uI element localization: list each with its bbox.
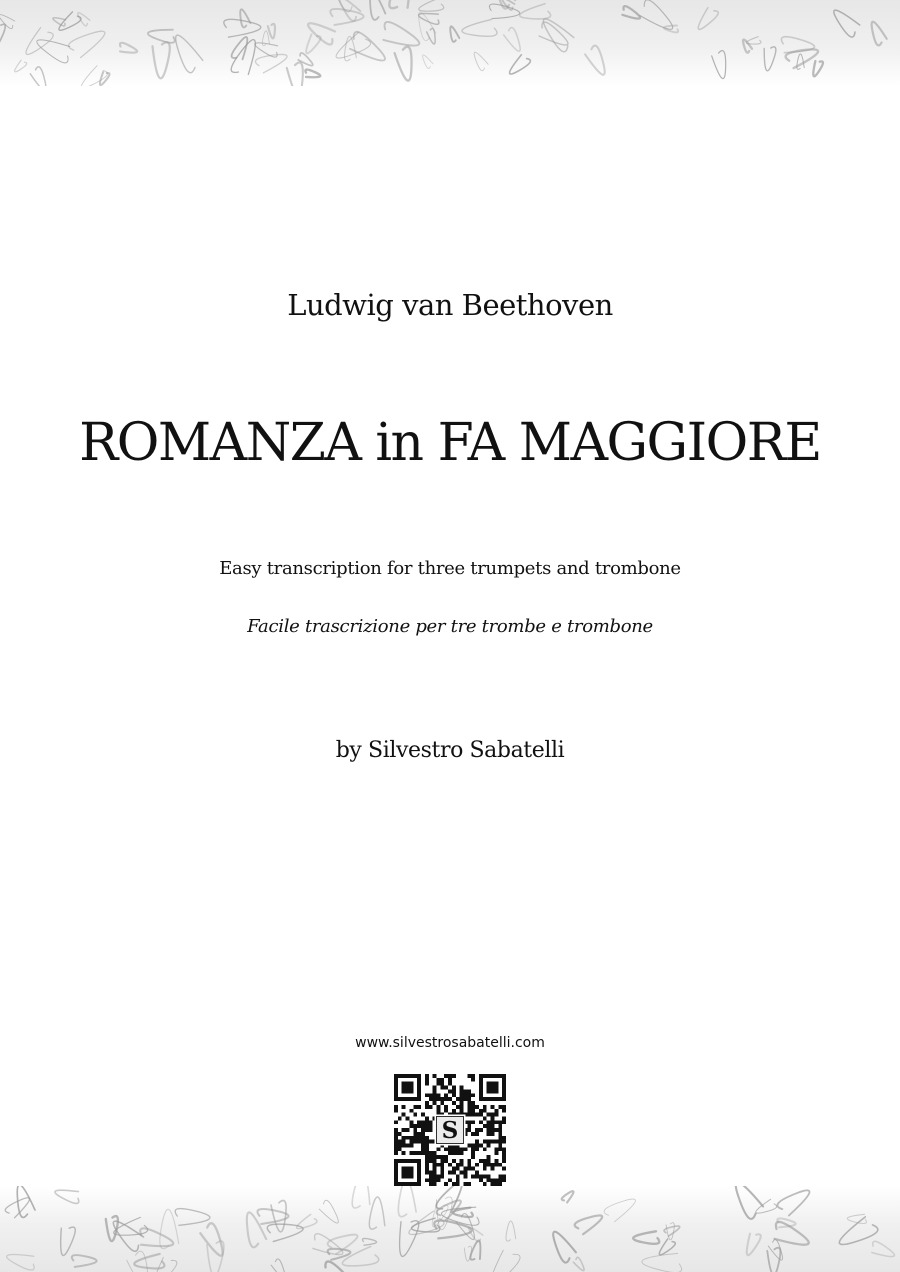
- ornament-swirl: [553, 1232, 576, 1263]
- ornament-swirl: [176, 35, 203, 73]
- ornament-swirl: [562, 1191, 574, 1202]
- ornament-swirl: [148, 30, 175, 43]
- ornament-swirl: [140, 1228, 173, 1246]
- ornament-swirl: [247, 1212, 266, 1247]
- ornament-swirl: [450, 26, 459, 42]
- top-ornament-pattern: [0, 0, 900, 86]
- ornament-swirl: [747, 1234, 761, 1256]
- ornament-swirl: [395, 47, 412, 81]
- ornament-swirl: [474, 52, 488, 70]
- ornament-swirl: [0, 24, 5, 45]
- ornament-swirl: [369, 1197, 384, 1229]
- ornament-swirl: [398, 1186, 416, 1217]
- ornament-swirl: [363, 1238, 377, 1245]
- ornament-swirl: [106, 1216, 118, 1241]
- ornament-swirl: [383, 22, 419, 46]
- ornament-swirl: [240, 9, 250, 27]
- ornament-swirl: [352, 1186, 370, 1208]
- subtitle-italian: Facile trascrizione per tre trombe e trombone: [247, 616, 653, 637]
- ornament-swirl: [767, 1248, 780, 1272]
- ornament-swirl: [489, 4, 519, 19]
- ornament-swirl: [287, 62, 303, 86]
- ornament-swirl: [255, 54, 287, 72]
- ornament-swirl: [419, 0, 444, 11]
- ornament-swirl: [271, 1201, 286, 1232]
- ornament-swirl: [640, 0, 673, 29]
- ornament-swirl: [585, 46, 605, 75]
- qr-code-icon: [394, 1074, 506, 1186]
- ornament-swirl: [305, 70, 320, 78]
- ornament-swirl: [510, 55, 531, 74]
- ornament-swirl: [72, 1255, 97, 1267]
- ornament-swirl: [15, 60, 27, 72]
- ornament-swirl: [462, 19, 497, 36]
- ornament-swirl: [61, 1227, 76, 1255]
- ornament-swirl: [491, 1250, 520, 1272]
- ornament-swirl: [872, 22, 887, 46]
- ornament-swirl: [506, 1221, 516, 1241]
- ornament-swirl: [764, 47, 776, 71]
- ornament-swirl: [342, 1247, 378, 1266]
- ornament-swirl: [389, 0, 409, 8]
- ornament-swirl: [427, 28, 435, 44]
- ornament-swirl: [267, 1224, 303, 1241]
- ornament-swirl: [350, 32, 385, 61]
- ornament-swirl: [437, 1197, 453, 1230]
- ornament-swirl: [834, 10, 860, 37]
- ornament-swirl: [17, 1186, 35, 1217]
- ornament-swirl: [872, 1241, 895, 1256]
- ornament-swirl: [55, 1190, 79, 1203]
- ornament-swirl: [268, 24, 275, 39]
- ornament-swirl: [7, 1255, 35, 1271]
- ornament-swirl: [470, 1240, 480, 1259]
- arranger-credit: by Silvestro Sabatelli: [335, 738, 565, 763]
- ornament-swirl: [642, 1253, 682, 1272]
- ornament-swirl: [153, 42, 170, 78]
- ornament-swirl: [271, 1259, 285, 1272]
- ornament-swirl: [423, 55, 433, 69]
- ornament-swirl: [839, 1217, 877, 1245]
- ornament-swirl: [160, 1209, 179, 1248]
- ornament-swirl: [666, 1223, 674, 1240]
- ornament-swirl: [504, 28, 520, 52]
- ornament-swirl: [0, 15, 15, 29]
- ornament-swirl: [37, 40, 70, 63]
- ornament-swirl: [319, 1200, 338, 1223]
- ornament-swirl: [736, 1186, 763, 1219]
- top-ornamental-border: [0, 0, 900, 86]
- ornament-swirl: [224, 19, 261, 37]
- ornament-swirl: [712, 51, 726, 79]
- ornament-swirl: [154, 1257, 177, 1272]
- ornament-swirl: [777, 1190, 809, 1215]
- ornament-swirl: [100, 72, 110, 85]
- ornament-swirl: [30, 67, 46, 86]
- ornament-swirl: [419, 12, 436, 41]
- ornament-swirl: [604, 1199, 635, 1222]
- ornament-swirl: [622, 6, 640, 19]
- website-url: www.silvestrosabatelli.com: [355, 1035, 545, 1051]
- qr-logo-letter: S: [441, 1117, 459, 1145]
- ornament-swirl: [539, 22, 568, 45]
- ornament-swirl: [370, 0, 385, 20]
- bottom-ornament-pattern: [0, 1186, 900, 1272]
- composer-name: Ludwig van Beethoven: [287, 288, 613, 322]
- ornament-swirl: [69, 31, 105, 57]
- ornament-swirl: [200, 1223, 222, 1256]
- ornament-swirl: [78, 13, 90, 26]
- piece-title: ROMANZA in FA MAGGIORE: [79, 413, 821, 473]
- subtitle-english: Easy transcription for three trumpets and trombone: [219, 558, 681, 579]
- ornament-swirl: [120, 43, 137, 53]
- ornament-swirl: [698, 8, 718, 30]
- ornament-swirl: [573, 1257, 584, 1270]
- ornament-swirl: [520, 4, 551, 19]
- ornament-swirl: [659, 1239, 675, 1255]
- ornament-swirl: [26, 28, 53, 55]
- ornament-swirl: [813, 61, 823, 76]
- ornament-swirl: [419, 14, 439, 25]
- bottom-ornamental-border: [0, 1186, 900, 1272]
- ornament-swirl: [575, 1215, 603, 1234]
- qr-code: [394, 1074, 506, 1186]
- ornament-swirl: [633, 1231, 659, 1244]
- ornament-swirl: [232, 37, 248, 59]
- ornament-swirl: [175, 1209, 210, 1226]
- ornament-swirl: [400, 1221, 419, 1257]
- ornament-swirl: [134, 1254, 164, 1269]
- ornament-swirl: [322, 1261, 351, 1272]
